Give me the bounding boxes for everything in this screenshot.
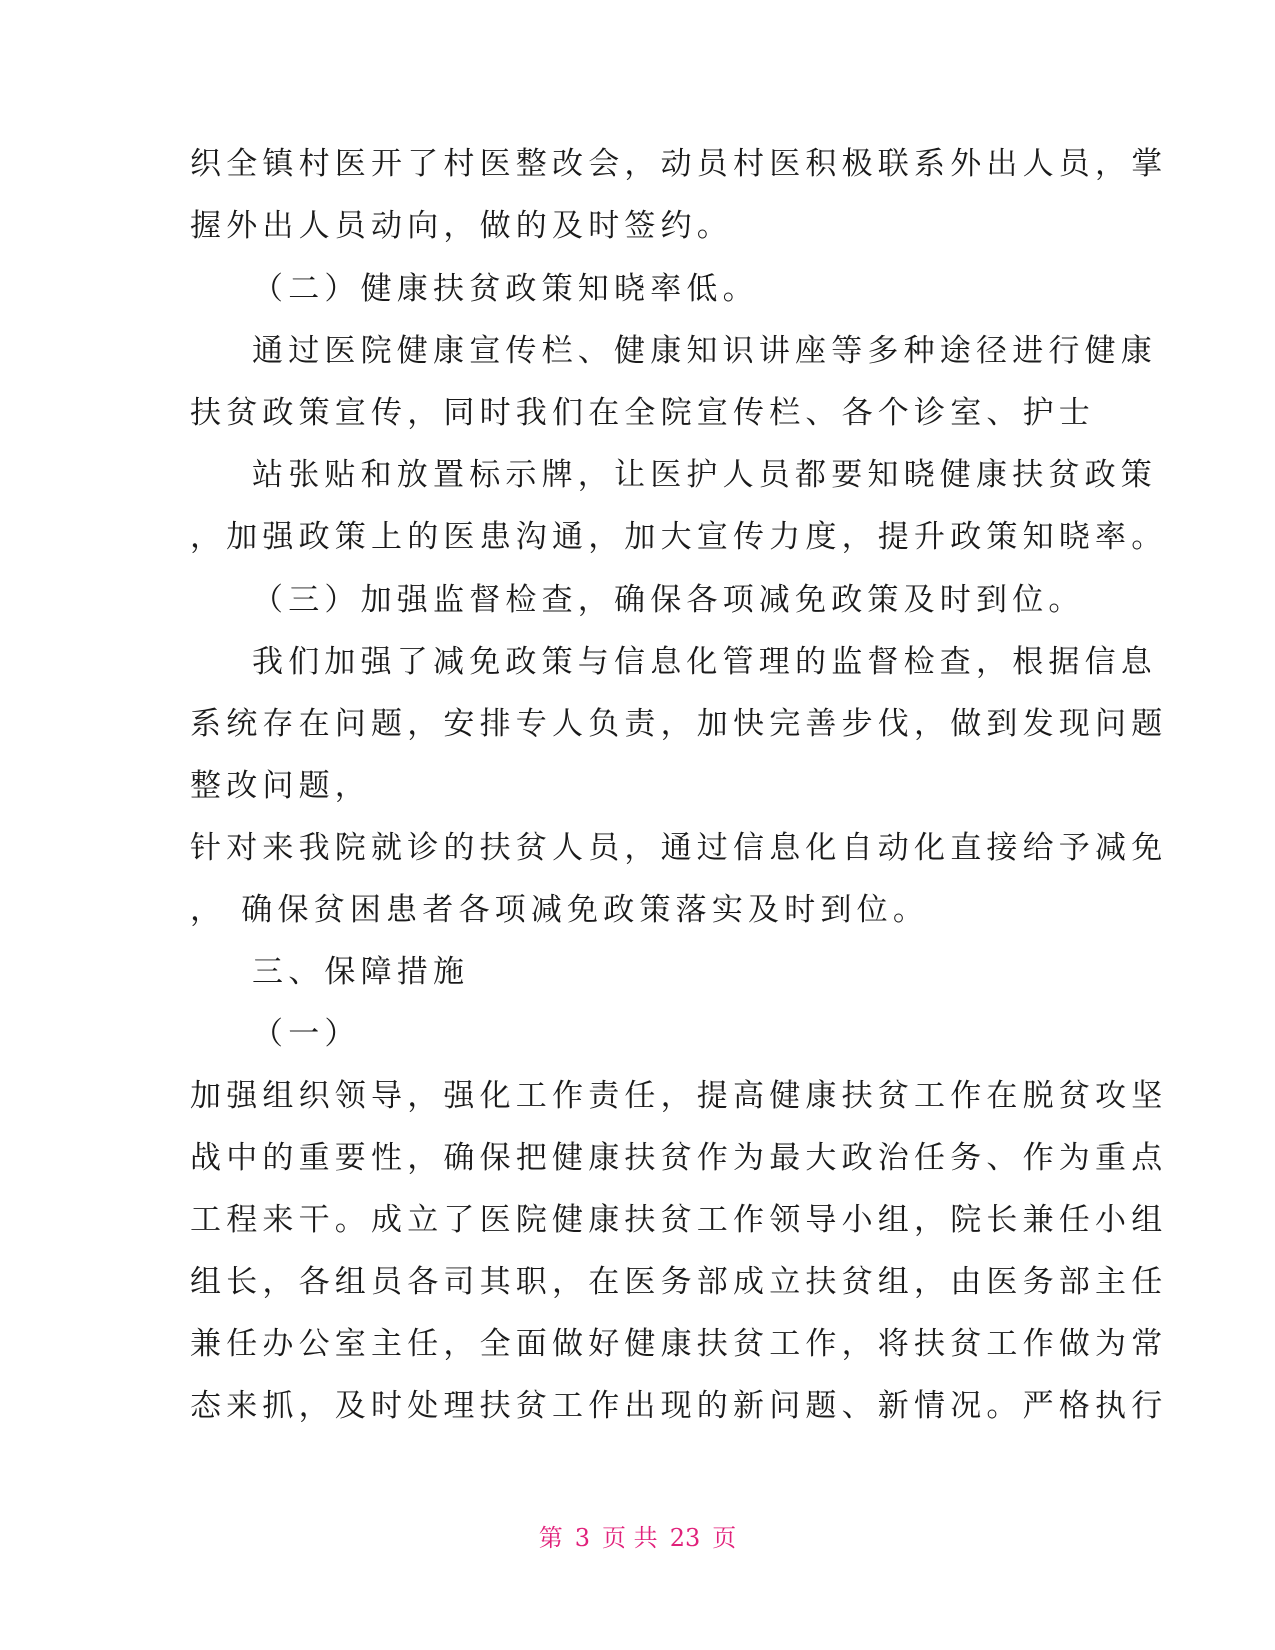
text-line: ，加强政策上的医患沟通，加大宣传力度，提升政策知晓率。	[190, 519, 1168, 555]
footer-total-pages: 23	[669, 1524, 701, 1552]
text-line: 兼任办公室主任，全面做好健康扶贫工作，将扶贫工作做为常	[190, 1326, 1168, 1362]
text-line: 工程来干。成立了医院健康扶贫工作领导小组，院长兼任小组	[190, 1202, 1168, 1238]
text-line: 态来抓，及时处理扶贫工作出现的新问题、新情况。严格执行	[190, 1388, 1168, 1424]
text-line: 加强组织领导，强化工作责任，提高健康扶贫工作在脱贫攻坚	[190, 1078, 1168, 1114]
text-line: 握外出人员动向，做的及时签约。	[190, 208, 733, 244]
section-heading: （二）健康扶贫政策知晓率低。	[252, 271, 759, 307]
footer-suffix: 页	[712, 1524, 737, 1552]
text-line: 整改问题，	[190, 768, 371, 804]
footer-middle: 页 共	[602, 1524, 658, 1552]
section-heading: （三）加强监督检查，确保各项减免政策及时到位。	[252, 582, 1085, 618]
text-line: 针对来我院就诊的扶贫人员，通过信息化自动化直接给予减免	[190, 830, 1168, 866]
text-line: 战中的重要性，确保把健康扶贫作为最大政治任务、作为重点	[190, 1140, 1168, 1176]
text-line: 组长，各组员各司其职，在医务部成立扶贫组，由医务部主任	[190, 1264, 1168, 1300]
footer-prefix: 第	[538, 1524, 563, 1552]
section-heading: （一）	[252, 1016, 361, 1052]
footer-page-number: 3	[574, 1524, 591, 1552]
text-line: 通过医院健康宣传栏、健康知识讲座等多种途径进行健康	[252, 333, 1157, 369]
page-footer	[0, 1523, 1275, 1553]
section-heading: 三、保障措施	[252, 954, 470, 990]
text-line: ， 确保贫困患者各项减免政策落实及时到位。	[190, 892, 930, 928]
text-line: 系统存在问题，安排专人负责，加快完善步伐，做到发现问题	[190, 706, 1168, 742]
text-line: 扶贫政策宣传，同时我们在全院宣传栏、各个诊室、护士	[190, 395, 1095, 431]
text-line: 我们加强了减免政策与信息化管理的监督检查，根据信息	[252, 644, 1157, 680]
text-line: 织全镇村医开了村医整改会，动员村医积极联系外出人员，掌	[190, 146, 1168, 182]
text-line: 站张贴和放置标示牌，让医护人员都要知晓健康扶贫政策	[252, 457, 1157, 493]
